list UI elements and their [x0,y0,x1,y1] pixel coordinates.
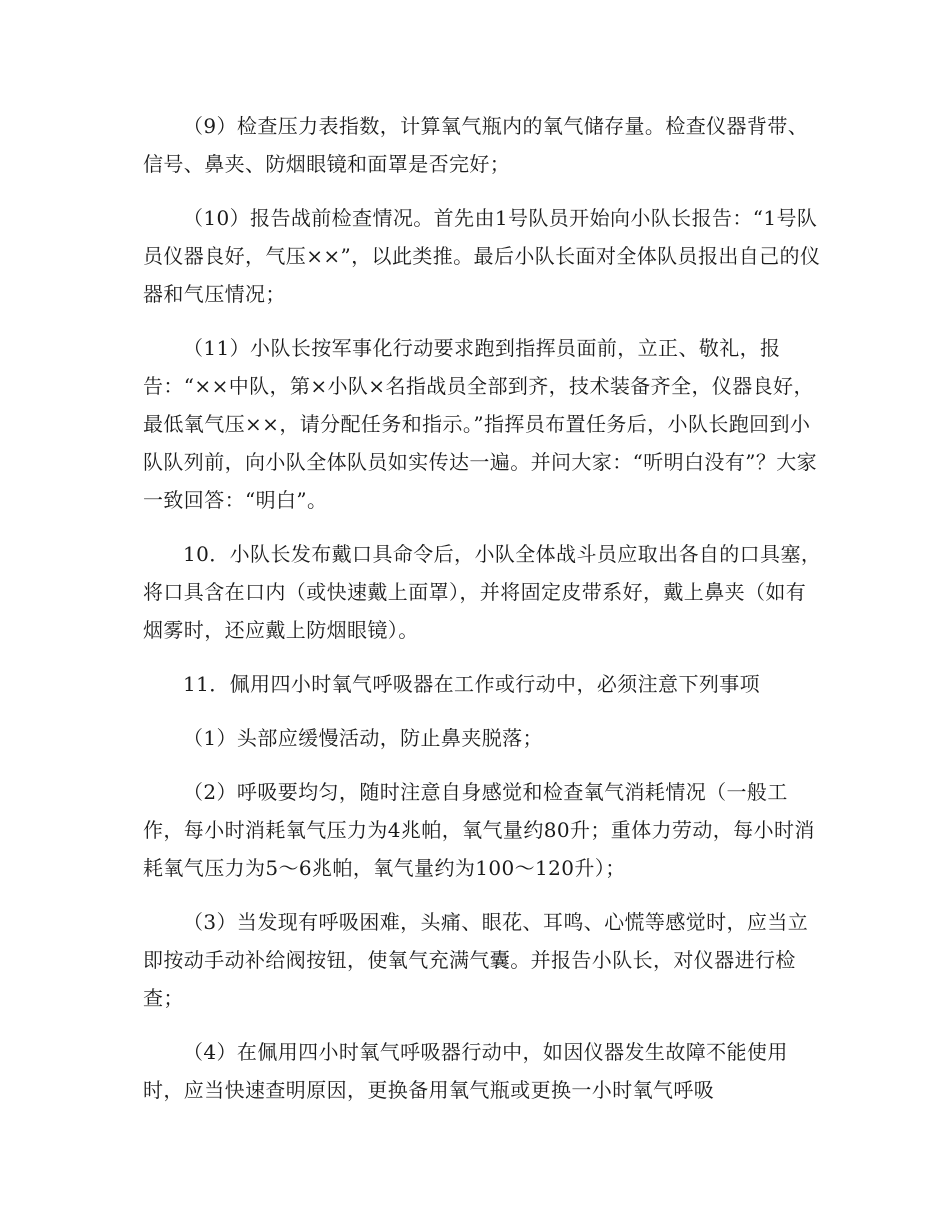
paragraph-section-11: 11．佩用四小时氧气呼吸器在工作或行动中，必须注意下列事项 [183,672,761,696]
paragraph-subitem-1: （1）头部应缓慢活动，防止鼻夹脱落； [183,726,543,750]
paragraph-section-10: 10．小队长发布戴口具命令后，小队全体战斗员应取出各自的口具塞，将口具含在口内（或快速戴上面罩），并将固定皮带系好，戴上鼻夹（如有烟雾时，还应戴上防烟眼镜）。 [143,542,822,642]
paragraph-item-10: （10）报告战前检查情况。首先由1号队员开始向小队长报告：“1号队员仪器良好，气压××”，以此类推。最后小队长面对全体队员报出自己的仪器和气压情况； [143,206,821,306]
paragraph-subitem-2: （2）呼吸要均匀，随时注意自身感觉和检查氧气消耗情况（一般工作，每小时消耗氧气压力为4兆帕，氧气量约80升；重体力劳动，每小时消耗氧气压力为5～6兆帕，氧气量约为100～120升）； [143,780,815,880]
document-body [143,107,823,1109]
paragraph-subitem-3: （3）当发现有呼吸困难，头痛、眼花、耳鸣、心慌等感觉时，应当立即按动手动补给阀按钮，使氧气充满气囊。并报告小队长，对仪器进行检查； [143,910,809,1010]
paragraph-item-11: （11）小队长按军事化行动要求跑到指挥员面前，立正、敬礼，报告：“××中队，第×小队×名指战员全部到齐，技术装备齐全，仪器良好，最低氧气压××，请分配任务和指示。”指挥员布置任务后，小队长跑回到小队队列前，向小队全体队员如实传达一遍。并问大家：“听明白没有”？大家一致回答：“明白”。 [143,336,818,512]
paragraph-subitem-4: （4）在佩用四小时氧气呼吸器行动中，如因仪器发生故障不能使用时，应当快速查明原因，更换备用氧气瓶或更换一小时氧气呼吸 [143,1040,788,1102]
paragraph-item-9: （9）检查压力表指数，计算氧气瓶内的氧气储存量。检查仪器背带、信号、鼻夹、防烟眼镜和面罩是否完好； [143,114,809,176]
